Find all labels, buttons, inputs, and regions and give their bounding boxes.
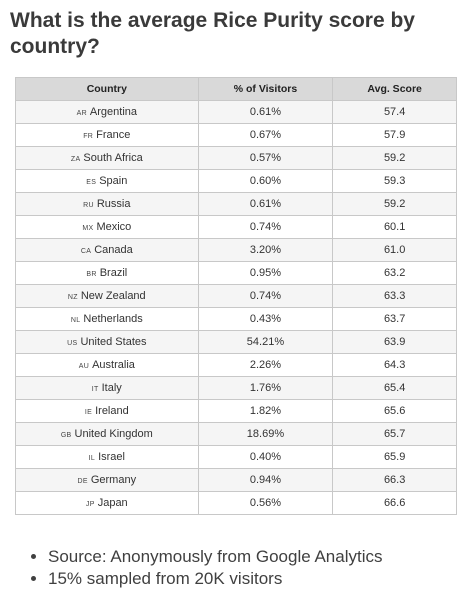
country-name: New Zealand bbox=[80, 290, 146, 302]
country-cell bbox=[16, 354, 199, 377]
table-row bbox=[16, 101, 457, 124]
visitors-cell: 0.67% bbox=[198, 124, 333, 147]
country-code: NL bbox=[70, 317, 81, 324]
table-row bbox=[16, 400, 457, 423]
visitors-cell: 3.20% bbox=[198, 239, 333, 262]
country-cell bbox=[16, 101, 199, 124]
visitors-cell: 0.43% bbox=[198, 308, 333, 331]
country-cell bbox=[16, 492, 199, 515]
table-row bbox=[16, 354, 457, 377]
table-row bbox=[16, 262, 457, 285]
avg-score-cell: 63.2 bbox=[333, 262, 457, 285]
country-code: FR bbox=[83, 133, 94, 140]
avg-score-cell: 65.7 bbox=[333, 423, 457, 446]
country-code: CA bbox=[80, 248, 92, 255]
visitors-cell: 1.82% bbox=[198, 400, 333, 423]
country-code: RU bbox=[83, 202, 94, 209]
country-code: ES bbox=[86, 179, 97, 186]
table-header-row bbox=[16, 78, 457, 101]
sample-note: • 15% sampled from 20K visitors bbox=[48, 568, 383, 590]
column-header-country: Country bbox=[16, 78, 199, 101]
country-name: Ireland bbox=[95, 405, 129, 417]
country-name: Israel bbox=[98, 451, 125, 463]
visitors-cell: 18.69% bbox=[198, 423, 333, 446]
country-name: Australia bbox=[92, 359, 135, 371]
rice-purity-by-country-table bbox=[15, 77, 457, 515]
country-code: BR bbox=[86, 271, 97, 278]
visitors-cell: 0.61% bbox=[198, 193, 333, 216]
visitors-cell: 2.26% bbox=[198, 354, 333, 377]
avg-score-cell: 64.3 bbox=[333, 354, 457, 377]
table-row bbox=[16, 285, 457, 308]
country-code: MX bbox=[82, 225, 94, 232]
avg-score-cell: 59.2 bbox=[333, 193, 457, 216]
visitors-cell: 0.74% bbox=[198, 285, 333, 308]
country-name: United States bbox=[80, 336, 147, 348]
visitors-cell: 0.40% bbox=[198, 446, 333, 469]
country-cell bbox=[16, 147, 199, 170]
table-row bbox=[16, 124, 457, 147]
country-name: South Africa bbox=[83, 152, 143, 164]
visitors-cell: 54.21% bbox=[198, 331, 333, 354]
visitors-cell: 0.56% bbox=[198, 492, 333, 515]
country-name: Canada bbox=[94, 244, 133, 256]
table-row bbox=[16, 423, 457, 446]
column-header-avg-score: Avg. Score bbox=[333, 78, 457, 101]
country-cell bbox=[16, 423, 199, 446]
table-row bbox=[16, 446, 457, 469]
country-cell bbox=[16, 377, 199, 400]
country-code: AR bbox=[76, 110, 87, 117]
visitors-cell: 0.74% bbox=[198, 216, 333, 239]
country-cell bbox=[16, 216, 199, 239]
country-cell bbox=[16, 193, 199, 216]
country-name: Germany bbox=[90, 474, 137, 486]
avg-score-cell: 63.9 bbox=[333, 331, 457, 354]
visitors-cell: 1.76% bbox=[198, 377, 333, 400]
avg-score-cell: 65.4 bbox=[333, 377, 457, 400]
country-cell bbox=[16, 239, 199, 262]
country-name: Mexico bbox=[96, 221, 132, 233]
avg-score-cell: 61.0 bbox=[333, 239, 457, 262]
country-name: Italy bbox=[101, 382, 122, 394]
table-row bbox=[16, 170, 457, 193]
country-code: US bbox=[67, 340, 78, 347]
country-code: ZA bbox=[70, 156, 81, 163]
table-row bbox=[16, 469, 457, 492]
avg-score-cell: 60.1 bbox=[333, 216, 457, 239]
table-row bbox=[16, 331, 457, 354]
visitors-cell: 0.95% bbox=[198, 262, 333, 285]
country-name: Spain bbox=[99, 175, 128, 187]
country-name: Argentina bbox=[89, 106, 138, 118]
country-cell bbox=[16, 308, 199, 331]
avg-score-cell: 65.6 bbox=[333, 400, 457, 423]
country-code: AU bbox=[78, 363, 90, 370]
visitors-cell: 0.94% bbox=[198, 469, 333, 492]
visitors-cell: 0.57% bbox=[198, 147, 333, 170]
avg-score-cell: 66.6 bbox=[333, 492, 457, 515]
country-name: Japan bbox=[97, 497, 128, 509]
country-name: Brazil bbox=[99, 267, 128, 279]
table-row bbox=[16, 193, 457, 216]
country-cell bbox=[16, 262, 199, 285]
country-code: GB bbox=[60, 432, 72, 439]
avg-score-cell: 63.7 bbox=[333, 308, 457, 331]
country-cell bbox=[16, 400, 199, 423]
table-row bbox=[16, 377, 457, 400]
avg-score-cell: 66.3 bbox=[333, 469, 457, 492]
country-cell bbox=[16, 285, 199, 308]
country-cell bbox=[16, 170, 199, 193]
avg-score-cell: 59.2 bbox=[333, 147, 457, 170]
avg-score-cell: 59.3 bbox=[333, 170, 457, 193]
source-note: • Source: Anonymously from Google Analytics bbox=[48, 546, 383, 568]
avg-score-cell: 63.3 bbox=[333, 285, 457, 308]
avg-score-cell: 57.4 bbox=[333, 101, 457, 124]
country-name: United Kingdom bbox=[74, 428, 153, 440]
country-cell bbox=[16, 124, 199, 147]
table-row bbox=[16, 216, 457, 239]
country-code: IT bbox=[91, 386, 99, 393]
country-code: JP bbox=[85, 501, 95, 508]
country-code: IL bbox=[88, 455, 96, 462]
table-row bbox=[16, 492, 457, 515]
country-code: DE bbox=[77, 478, 88, 485]
notes-list bbox=[30, 546, 383, 590]
avg-score-cell: 57.9 bbox=[333, 124, 457, 147]
column-header-visitors: % of Visitors bbox=[198, 78, 333, 101]
table-body bbox=[16, 101, 457, 515]
visitors-cell: 0.61% bbox=[198, 101, 333, 124]
country-code: NZ bbox=[67, 294, 78, 301]
country-cell bbox=[16, 331, 199, 354]
avg-score-cell: 65.9 bbox=[333, 446, 457, 469]
country-code: IE bbox=[84, 409, 93, 416]
table-row bbox=[16, 308, 457, 331]
country-cell bbox=[16, 469, 199, 492]
table-row bbox=[16, 239, 457, 262]
table-row bbox=[16, 147, 457, 170]
country-name: Netherlands bbox=[83, 313, 143, 325]
country-cell bbox=[16, 446, 199, 469]
country-name: France bbox=[96, 129, 131, 141]
visitors-cell: 0.60% bbox=[198, 170, 333, 193]
page-title: What is the average Rice Purity score by country? bbox=[10, 9, 415, 58]
country-name: Russia bbox=[96, 198, 131, 210]
